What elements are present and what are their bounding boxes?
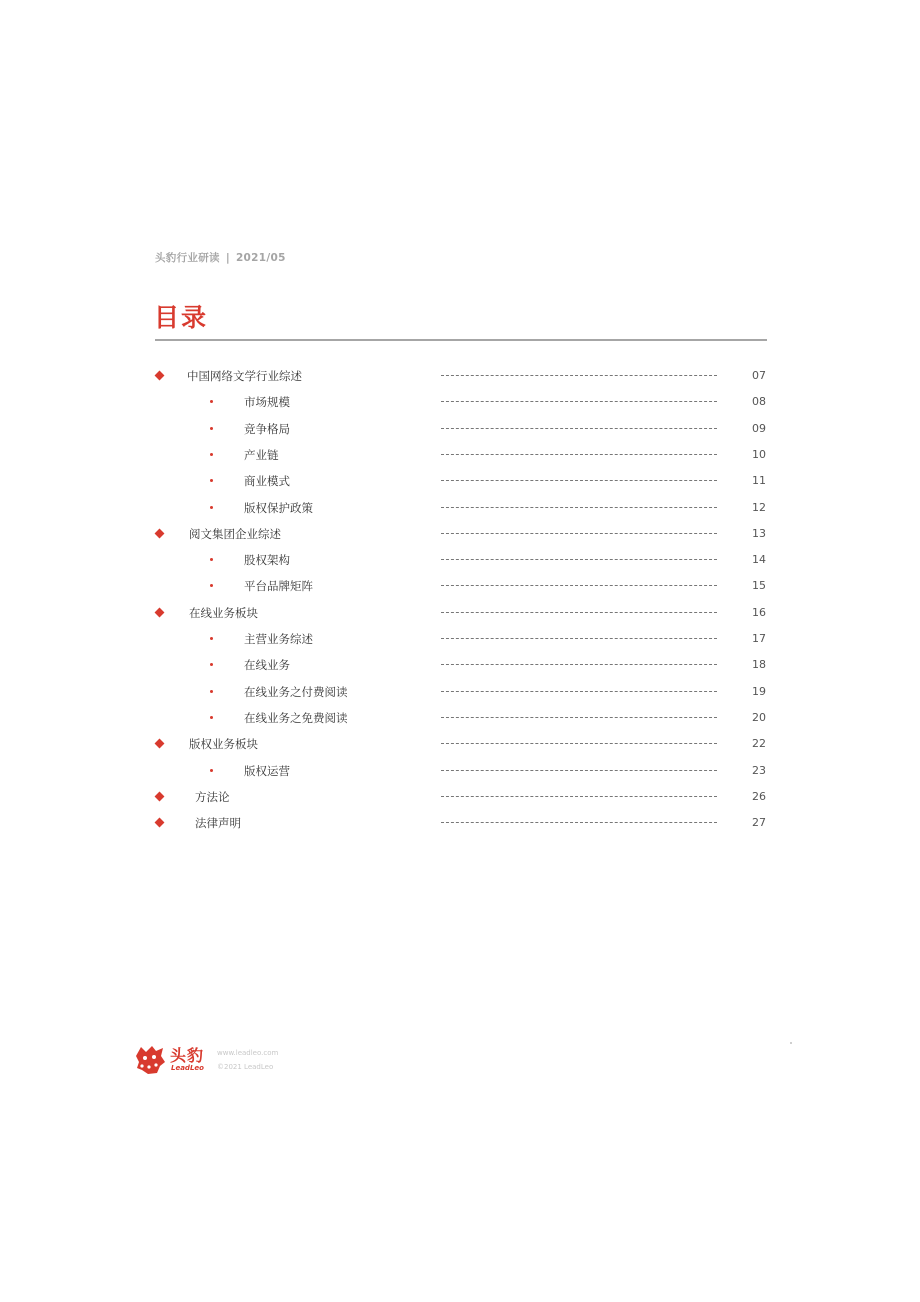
- toc-leader-line: [441, 743, 717, 744]
- page-title: 目录: [154, 303, 209, 332]
- red-dot-icon: [210, 769, 213, 772]
- red-dot-icon: [210, 506, 213, 509]
- toc-page-number: 11: [752, 474, 766, 488]
- toc-entry[interactable]: [0, 762, 920, 782]
- toc-leader-line: [441, 770, 717, 771]
- toc-entry[interactable]: [0, 709, 920, 729]
- red-dot-icon: [210, 637, 213, 640]
- toc-entry[interactable]: [0, 499, 920, 519]
- footer-copyright: ©2021 LeadLeo: [217, 1063, 274, 1071]
- toc-page-number: 10: [752, 447, 766, 461]
- toc-entry-label: 平台品牌矩阵: [244, 579, 313, 594]
- toc-page-number: 18: [752, 658, 766, 672]
- leopard-logo-icon: [133, 1042, 167, 1076]
- toc-page-number: 17: [752, 632, 766, 645]
- toc-entry[interactable]: [0, 577, 920, 597]
- toc-page-number: 07: [752, 369, 766, 382]
- toc-entry[interactable]: [0, 525, 920, 545]
- red-diamond-icon: [155, 528, 165, 538]
- toc-page-number: 08: [752, 395, 766, 409]
- toc-leader-line: [441, 480, 717, 481]
- header-separator: |: [225, 252, 230, 264]
- toc-entry[interactable]: [0, 656, 920, 676]
- logo-chinese-text: 头豹: [170, 1046, 205, 1065]
- toc-entry-label: 法律声明: [195, 816, 241, 831]
- red-dot-icon: [210, 690, 213, 693]
- red-dot-icon: [210, 453, 213, 456]
- toc-page-number: 22: [752, 737, 766, 751]
- toc-page-number: 14: [752, 553, 766, 567]
- red-diamond-icon: [155, 739, 165, 749]
- red-dot-icon: [210, 584, 213, 587]
- toc-page-number: 16: [752, 605, 766, 619]
- toc-leader-line: [441, 691, 717, 692]
- toc-entry-label: 版权保护政策: [244, 500, 313, 515]
- toc-leader-line: [441, 401, 717, 402]
- toc-page-number: 15: [752, 579, 766, 593]
- toc-entry-label: 商业模式: [244, 474, 290, 489]
- report-date: 2021/05: [235, 252, 286, 264]
- toc-entry-label: 产业链: [244, 447, 279, 462]
- toc-leader-line: [441, 822, 717, 823]
- red-dot-icon: [210, 558, 213, 561]
- toc-entry[interactable]: [0, 788, 920, 808]
- toc-page-number: 26: [752, 789, 766, 803]
- toc-entry-label: 阅文集团企业综述: [189, 526, 281, 541]
- toc-entry-label: 主营业务综述: [244, 632, 313, 646]
- toc-entry-label: 市场规模: [244, 395, 290, 410]
- toc-page-number: 19: [752, 684, 766, 698]
- toc-page-number: 20: [752, 710, 766, 724]
- red-diamond-icon: [155, 818, 165, 828]
- toc-entry-label: 在线业务之付费阅读: [244, 684, 348, 699]
- toc-page-number: 23: [752, 763, 766, 777]
- toc-entry[interactable]: [0, 393, 920, 413]
- toc-leader-line: [441, 612, 717, 613]
- footer-url[interactable]: www.leadleo.com: [217, 1049, 279, 1057]
- toc-entry-label: 版权业务板块: [189, 737, 258, 752]
- toc-entry[interactable]: [0, 604, 920, 624]
- toc-leader-line: [441, 559, 717, 560]
- toc-entry-label: 在线业务板块: [189, 605, 258, 620]
- toc-leader-line: [441, 796, 717, 797]
- toc-page-number: 12: [752, 500, 766, 514]
- toc-leader-line: [441, 717, 717, 718]
- red-dot-icon: [210, 400, 213, 403]
- toc-leader-line: [441, 375, 717, 376]
- toc-entry[interactable]: [0, 472, 920, 492]
- toc-page-number: 09: [752, 421, 766, 435]
- toc-entry[interactable]: [0, 551, 920, 571]
- toc-leader-line: [441, 585, 717, 586]
- toc-entry[interactable]: [0, 420, 920, 440]
- toc-entry[interactable]: [0, 446, 920, 466]
- toc-entry[interactable]: [0, 814, 920, 834]
- toc-entry-label: 中国网络文学行业综述: [187, 369, 302, 383]
- red-diamond-icon: [155, 791, 165, 801]
- footer-brand: [133, 1040, 333, 1080]
- red-dot-icon: [210, 716, 213, 719]
- toc-entry[interactable]: [0, 367, 920, 387]
- toc-entry-label: 在线业务之免费阅读: [244, 710, 348, 725]
- page-mark: [790, 1042, 792, 1044]
- toc-leader-line: [441, 454, 717, 455]
- red-dot-icon: [210, 427, 213, 430]
- toc-entry[interactable]: [0, 735, 920, 755]
- logo-english-text: LeadLeo: [171, 1064, 204, 1072]
- toc-page-number: 27: [752, 816, 766, 830]
- toc-entry-label: 在线业务: [244, 658, 290, 673]
- toc-entry-label: 竞争格局: [244, 421, 290, 436]
- red-dot-icon: [210, 479, 213, 482]
- toc-entry-label: 版权运营: [244, 763, 290, 778]
- report-brand: 头豹行业研读: [155, 252, 220, 264]
- toc-entry[interactable]: [0, 630, 920, 650]
- toc-leader-line: [441, 664, 717, 665]
- red-dot-icon: [210, 663, 213, 666]
- toc-page-number: 13: [752, 526, 766, 540]
- toc-leader-line: [441, 638, 717, 639]
- toc-entry-label: 股权架构: [244, 553, 290, 568]
- red-diamond-icon: [155, 607, 165, 617]
- toc-leader-line: [441, 428, 717, 429]
- toc-leader-line: [441, 507, 717, 508]
- red-diamond-icon: [155, 371, 165, 381]
- toc-entry[interactable]: [0, 683, 920, 703]
- toc-entry-label: 方法论: [195, 789, 230, 804]
- toc-leader-line: [441, 533, 717, 534]
